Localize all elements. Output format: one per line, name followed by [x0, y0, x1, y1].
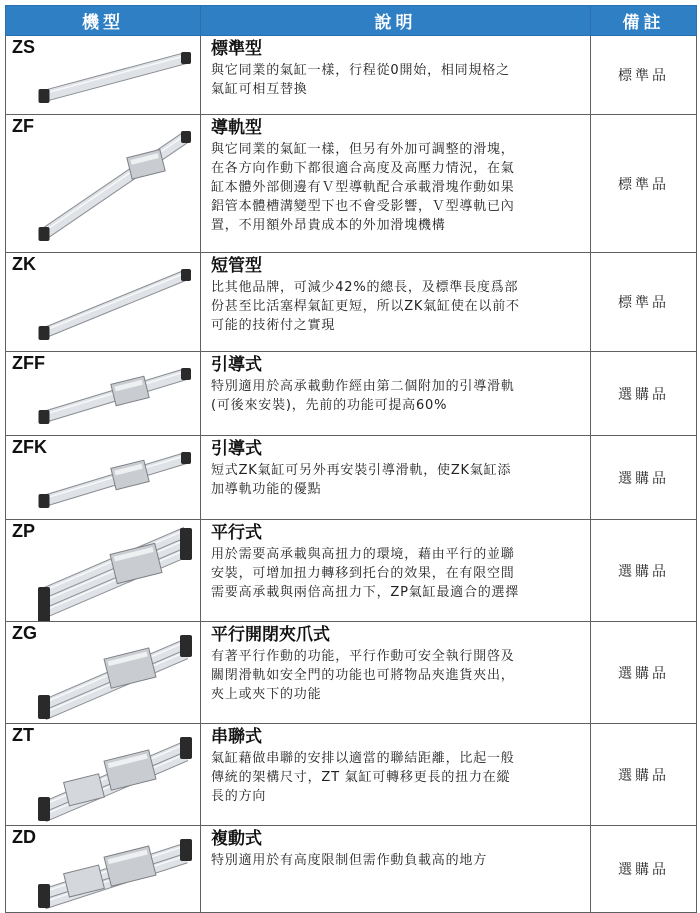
- note-cell: 選購品: [591, 352, 697, 436]
- note-cell: 選購品: [591, 436, 697, 520]
- description-line: 夾上或夾下的功能: [211, 687, 322, 702]
- note-cell: 選購品: [591, 622, 697, 724]
- description-cell: [201, 724, 591, 826]
- model-code: ZFF: [12, 353, 45, 373]
- description-cell: [201, 352, 591, 436]
- description-line: 安裝，可增加扭力轉移到托台的效果，在有限空間: [211, 566, 515, 581]
- description-line: 傳統的架構尺寸，ZT 氣缸可轉移更長的扭力在縱: [211, 770, 511, 785]
- model-type-title: 串聯式: [211, 727, 262, 747]
- model-code: ZFK: [12, 437, 47, 457]
- model-cell: [6, 520, 201, 622]
- table-row: [6, 36, 697, 115]
- table-row: [6, 352, 697, 436]
- description-line: 有著平行作動的功能，平行作動可安全執行開啓及: [211, 649, 515, 664]
- description-cell: [201, 826, 591, 913]
- note-cell: 選購品: [591, 724, 697, 826]
- description-line: 氣缸藉做串聯的安排以適當的聯結距離，比起一般: [211, 751, 515, 766]
- description-line: 特別適用於高承載動作經由第二個附加的引導滑軌: [211, 379, 515, 394]
- model-code: ZK: [12, 254, 36, 274]
- description-line: 與它同業的氣缸一樣，但另有外加可調整的滑塊，: [211, 142, 515, 157]
- description-cell: [201, 622, 591, 724]
- description-line: 比其他品牌，可減少42%的總長，及標準長度爲部: [211, 280, 519, 295]
- description-line: 加導軌功能的優點: [211, 482, 322, 497]
- description-line: 在各方向作動下都很適合高度及高壓力情況，在氣: [211, 161, 515, 176]
- model-type-title: 引導式: [211, 439, 262, 459]
- model-type-title: 平行開閉夾爪式: [211, 625, 330, 645]
- cylinder-product-image: [6, 520, 201, 621]
- description-line: 長的方向: [211, 789, 267, 804]
- model-code: ZG: [12, 623, 37, 643]
- model-cell: [6, 724, 201, 826]
- model-type-title: 導軌型: [211, 118, 262, 138]
- note-cell: 選購品: [591, 826, 697, 913]
- header-row: [6, 6, 697, 36]
- description-line: 鋁管本體槽溝變型下也不會受影響，Ｖ型導軌已內: [211, 199, 515, 214]
- model-cell: [6, 352, 201, 436]
- table-row: [6, 520, 697, 622]
- description-cell: [201, 36, 591, 115]
- table-body: [6, 36, 697, 913]
- description-line: 置，不用額外昂貴成本的外加滑塊機構: [211, 218, 446, 233]
- description-line: 短式ZK氣缸可另外再安裝引導滑軌，使ZK氣缸添: [211, 463, 512, 478]
- note-cell: 標準品: [591, 36, 697, 115]
- model-cell: [6, 622, 201, 724]
- description-line: 與它同業的氣缸一樣，行程從0開始，相同規格之: [211, 63, 510, 78]
- model-type-title: 標準型: [211, 39, 262, 59]
- description-line: (可後來安裝)，先前的功能可提高60%: [211, 398, 448, 413]
- description-cell: [201, 253, 591, 352]
- note-cell: 選購品: [591, 520, 697, 622]
- cylinder-product-image: [6, 115, 201, 252]
- note-cell: 標準品: [591, 115, 697, 253]
- description-line: 缸本體外部側邊有Ｖ型導軌配合承載滑塊作動如果: [211, 180, 515, 195]
- description-cell: [201, 436, 591, 520]
- description-line: 氣缸可相互替換: [211, 82, 308, 97]
- model-code: ZP: [12, 521, 36, 541]
- description-line: 可能的技術付之實現: [211, 318, 336, 333]
- model-code: ZF: [12, 116, 34, 136]
- header-note: 備註: [591, 6, 697, 36]
- model-type-title: 引導式: [211, 355, 262, 375]
- model-cell: [6, 436, 201, 520]
- cylinder-product-image: [6, 36, 201, 114]
- cylinder-spec-table: [5, 5, 697, 913]
- table-row: [6, 826, 697, 913]
- table-row: [6, 622, 697, 724]
- model-cell: [6, 36, 201, 115]
- model-cell: [6, 115, 201, 253]
- model-type-title: 複動式: [211, 829, 262, 849]
- model-cell: [6, 826, 201, 913]
- cylinder-product-image: [6, 724, 201, 825]
- description-line: 特別適用於有高度限制但需作動負載高的地方: [211, 853, 488, 868]
- header-model: 機型: [6, 6, 201, 36]
- table-row: [6, 115, 697, 253]
- description-line: 份甚至比活塞桿氣缸更短，所以ZK氣缸使在以前不: [211, 299, 520, 314]
- model-code: ZS: [12, 37, 36, 57]
- header-description: 說明: [201, 6, 591, 36]
- model-type-title: 短管型: [211, 256, 262, 276]
- model-code: ZD: [12, 827, 36, 847]
- description-line: 關閉滑軌如安全門的功能也可將物品夾進貨夾出，: [211, 668, 515, 683]
- table-row: [6, 253, 697, 352]
- model-code: ZT: [12, 725, 34, 745]
- description-cell: [201, 115, 591, 253]
- table-row: [6, 724, 697, 826]
- model-type-title: 平行式: [211, 523, 262, 543]
- note-cell: 標準品: [591, 253, 697, 352]
- table-row: [6, 436, 697, 520]
- description-cell: [201, 520, 591, 622]
- description-line: 用於需要高承載與高扭力的環境，藉由平行的並聯: [211, 547, 515, 562]
- model-cell: [6, 253, 201, 352]
- description-line: 需要高承載與兩倍高扭力下，ZP氣缸最適合的選擇: [211, 585, 520, 600]
